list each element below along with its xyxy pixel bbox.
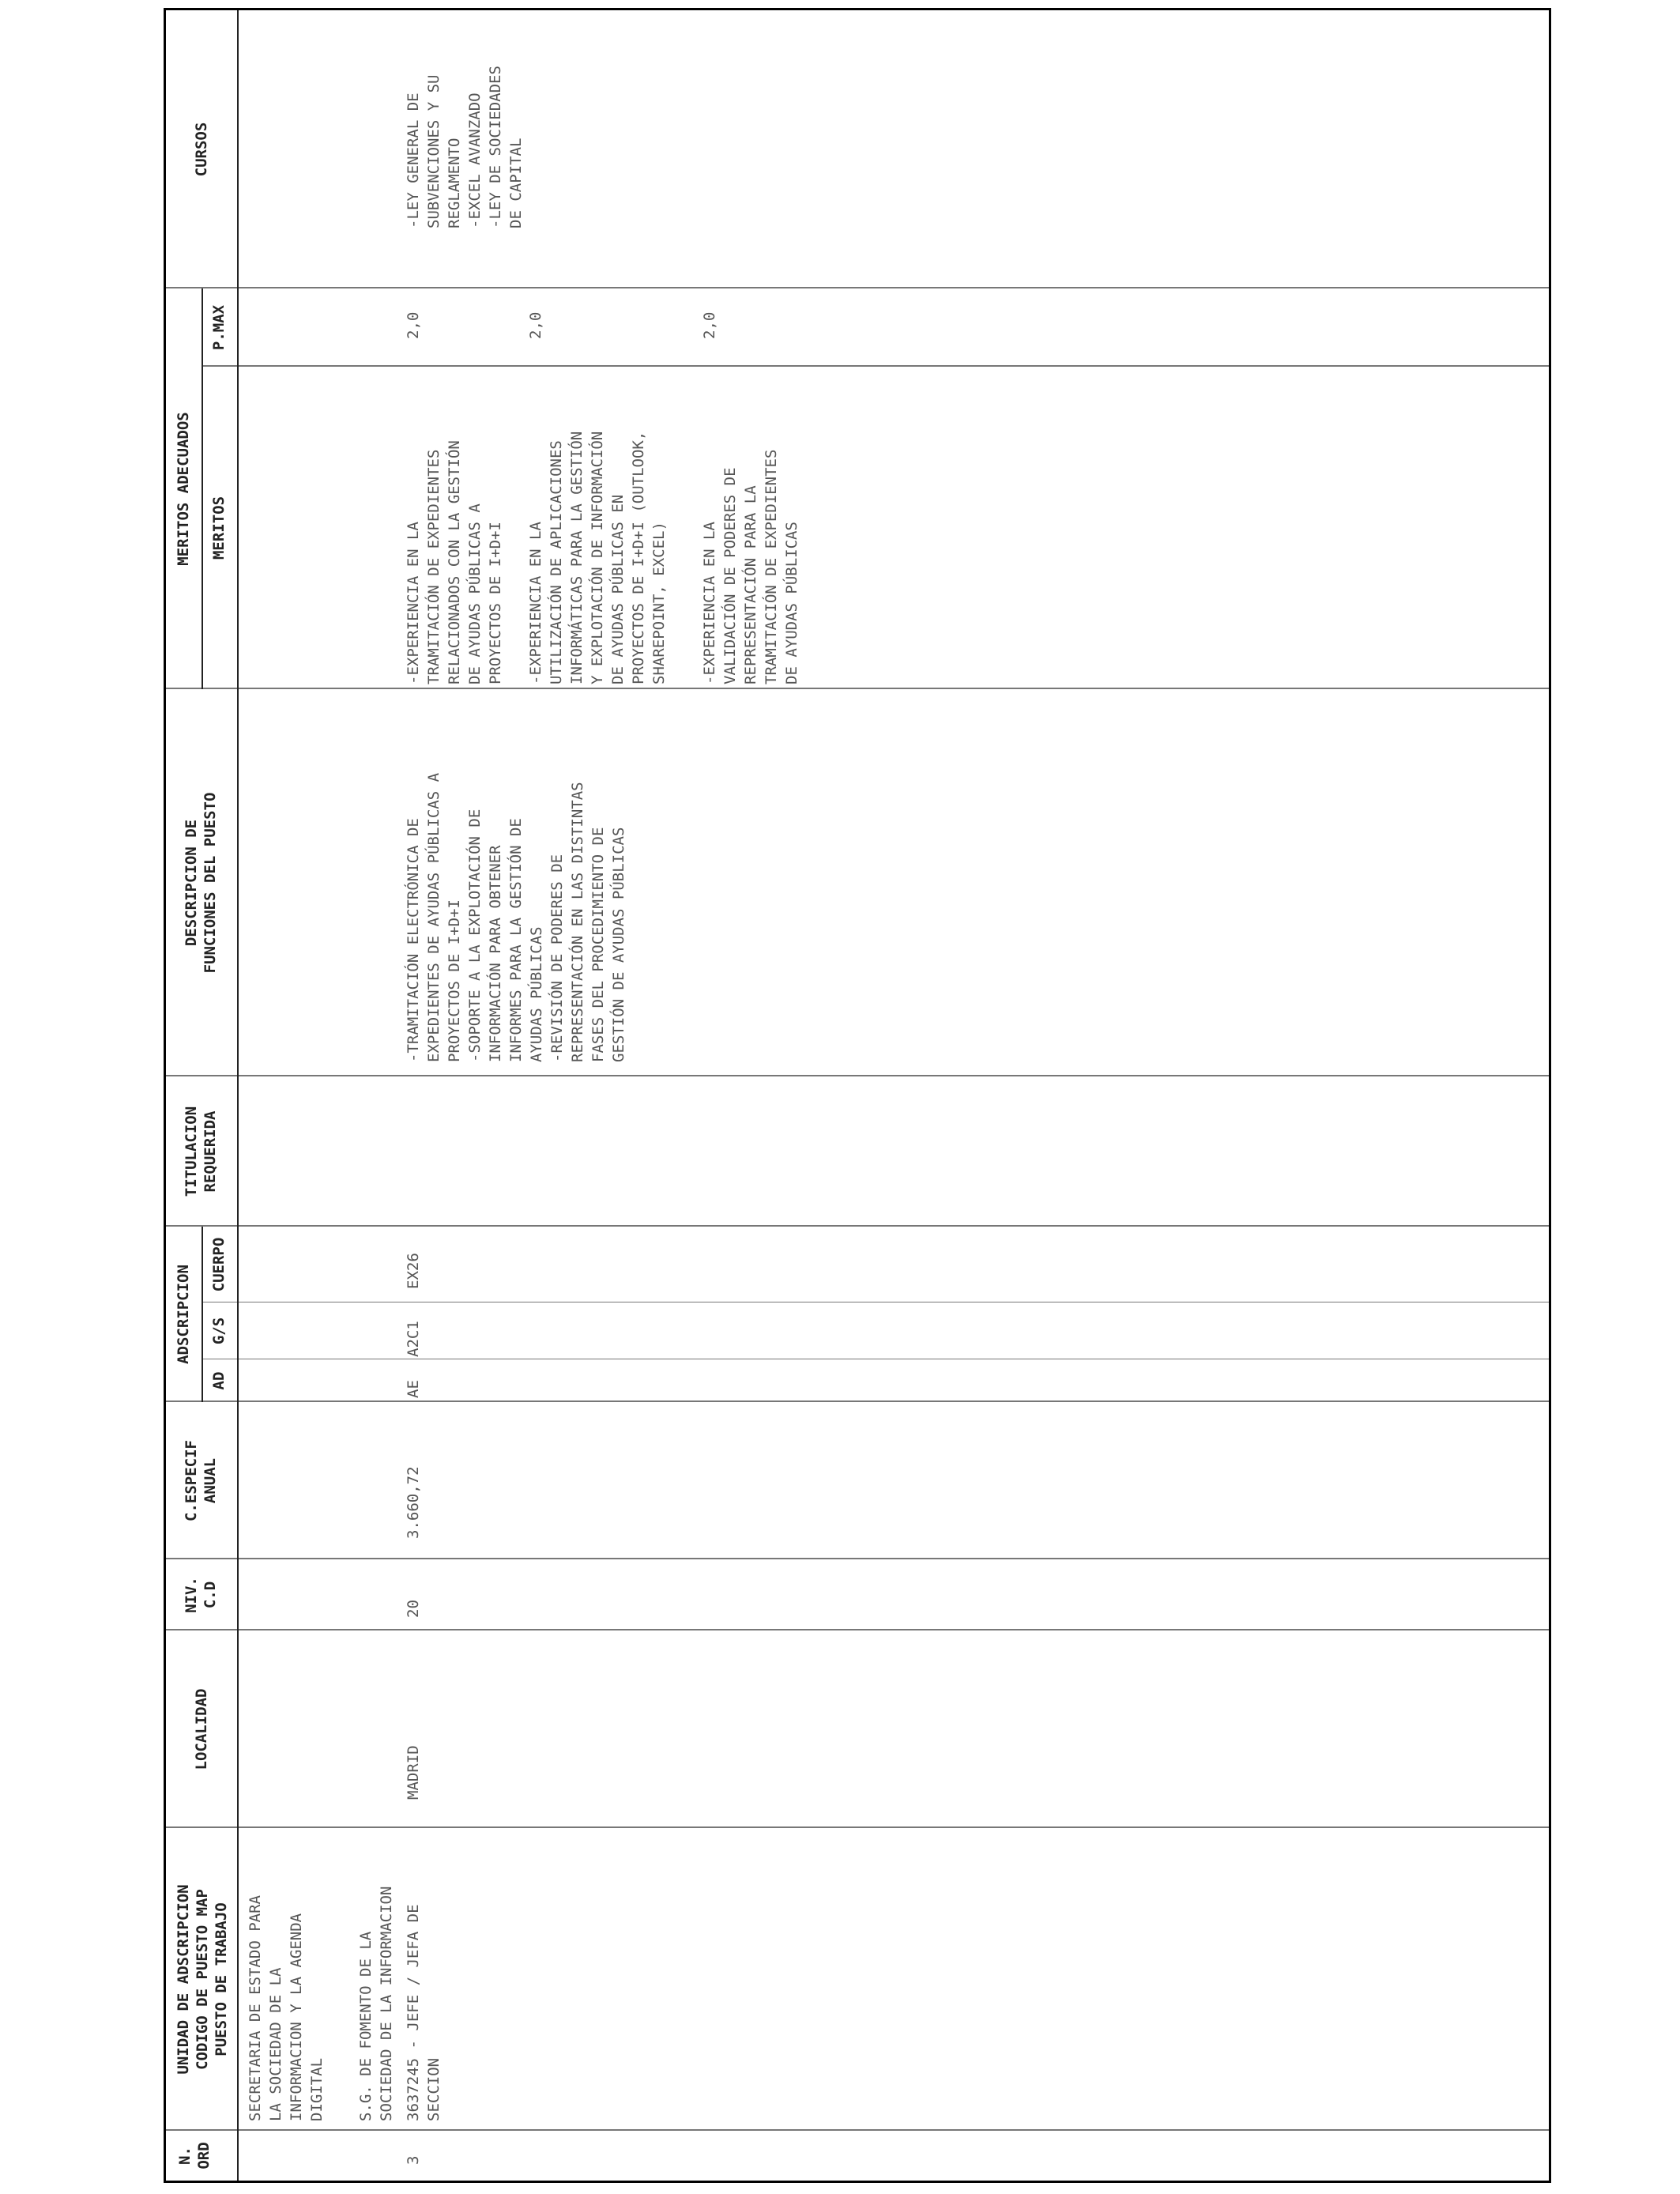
header-cursos: CURSOS bbox=[193, 122, 210, 177]
row-ad: AE bbox=[405, 1380, 422, 1398]
merito-2-pmax: 2,0 bbox=[527, 311, 544, 339]
header-n-ord: N. ORD bbox=[176, 2142, 213, 2169]
header-p-max: P.MAX bbox=[210, 304, 228, 351]
document-frame bbox=[164, 8, 1551, 2183]
header-c-especif: C.ESPECIF ANUAL bbox=[183, 1440, 219, 1521]
row-cuerpo: EX26 bbox=[405, 1253, 422, 1289]
unit-secretaria: SECRETARIA DE ESTADO PARA LA SOCIEDAD DE LA INFORMACION Y LA AGENDA DIGITAL bbox=[247, 1895, 326, 2121]
row-c-especif: 3.660,72 bbox=[405, 1466, 422, 1539]
row-gs: A2C1 bbox=[405, 1321, 422, 1357]
header-adscripcion: ADSCRIPCION bbox=[175, 1265, 192, 1364]
merito-1-pmax: 2,0 bbox=[405, 311, 422, 339]
header-ad: AD bbox=[210, 1371, 228, 1390]
header-gs: G/S bbox=[210, 1317, 228, 1345]
header-meritos: MERITOS bbox=[210, 496, 228, 560]
row-puesto: 3637245 - JEFE / JEFA DE SECCION bbox=[405, 1904, 443, 2121]
rotated-table bbox=[166, 10, 1549, 2181]
header-titulacion: TITULACION REQUERIDA bbox=[183, 1106, 219, 1197]
header-nivel: NIV. C.D bbox=[183, 1577, 219, 1613]
merito-3: -EXPERIENCIA EN LA VALIDACIÓN DE PODERES DE REPRESENTACIÓN PARA LA TRAMITACIÓN DE EXPEDIENTES DE AYUDAS PÚBLICAS bbox=[701, 449, 800, 684]
row-cursos: -LEY GENERAL DE SUBVENCIONES Y SU REGLAMENTO -EXCEL AVANZADO -LEY DE SOCIEDADES DE CAPITAL bbox=[405, 66, 525, 228]
merito-2: -EXPERIENCIA EN LA UTILIZACIÓN DE APLICACIONES INFORMÁTICAS PARA LA GESTIÓN Y EXPLOTACIÓN DE INFORMACIÓN DE AYUDAS PÚBLICAS EN PROYECTOS DE I+D+I (OUTLOOK, SHAREPOINT, EXCEL) bbox=[527, 431, 668, 684]
row-localidad: MADRID bbox=[405, 1745, 422, 1800]
row-nivel: 20 bbox=[405, 1600, 422, 1618]
header-cuerpo: CUERPO bbox=[210, 1237, 228, 1292]
row-descripcion: -TRAMITACIÓN ELECTRÓNICA DE EXPEDIENTES DE AYUDAS PÚBLICAS A PROYECTOS DE I+D+I -SOPORTE A LA EXPLOTACIÓN DE INFORMACIÓN PARA OBTENER INFORMES PARA LA GESTIÓN DE AYUDAS PÚBLICAS -REVISIÓN DE PODERES DE REPRESENTACIÓN EN LAS DISTINTAS FASES DEL PROCEDIMIENTO DE GESTIÓN DE AYUDAS PÚBLICAS bbox=[405, 772, 627, 1062]
row-n-ord: 3 bbox=[405, 2155, 422, 2165]
merito-3-pmax: 2,0 bbox=[701, 311, 718, 339]
header-meritos-adecuados: MERITOS ADECUADOS bbox=[175, 412, 192, 566]
header-unidad: UNIDAD DE ADSCRIPCION CODIGO DE PUESTO MAP PUESTO DE TRABAJO bbox=[175, 1884, 230, 2075]
header-descripcion: DESCRIPCION DE FUNCIONES DEL PUESTO bbox=[183, 792, 219, 974]
merito-1: -EXPERIENCIA EN LA TRAMITACIÓN DE EXPEDIENTES RELACIONADOS CON LA GESTIÓN DE AYUDAS PÚBLICAS A PROYECTOS DE I+D+I bbox=[405, 440, 504, 684]
unit-subdireccion: S.G. DE FOMENTO DE LA SOCIEDAD DE LA INFORMACION bbox=[357, 1886, 395, 2121]
header-localidad: LOCALIDAD bbox=[193, 1688, 210, 1770]
